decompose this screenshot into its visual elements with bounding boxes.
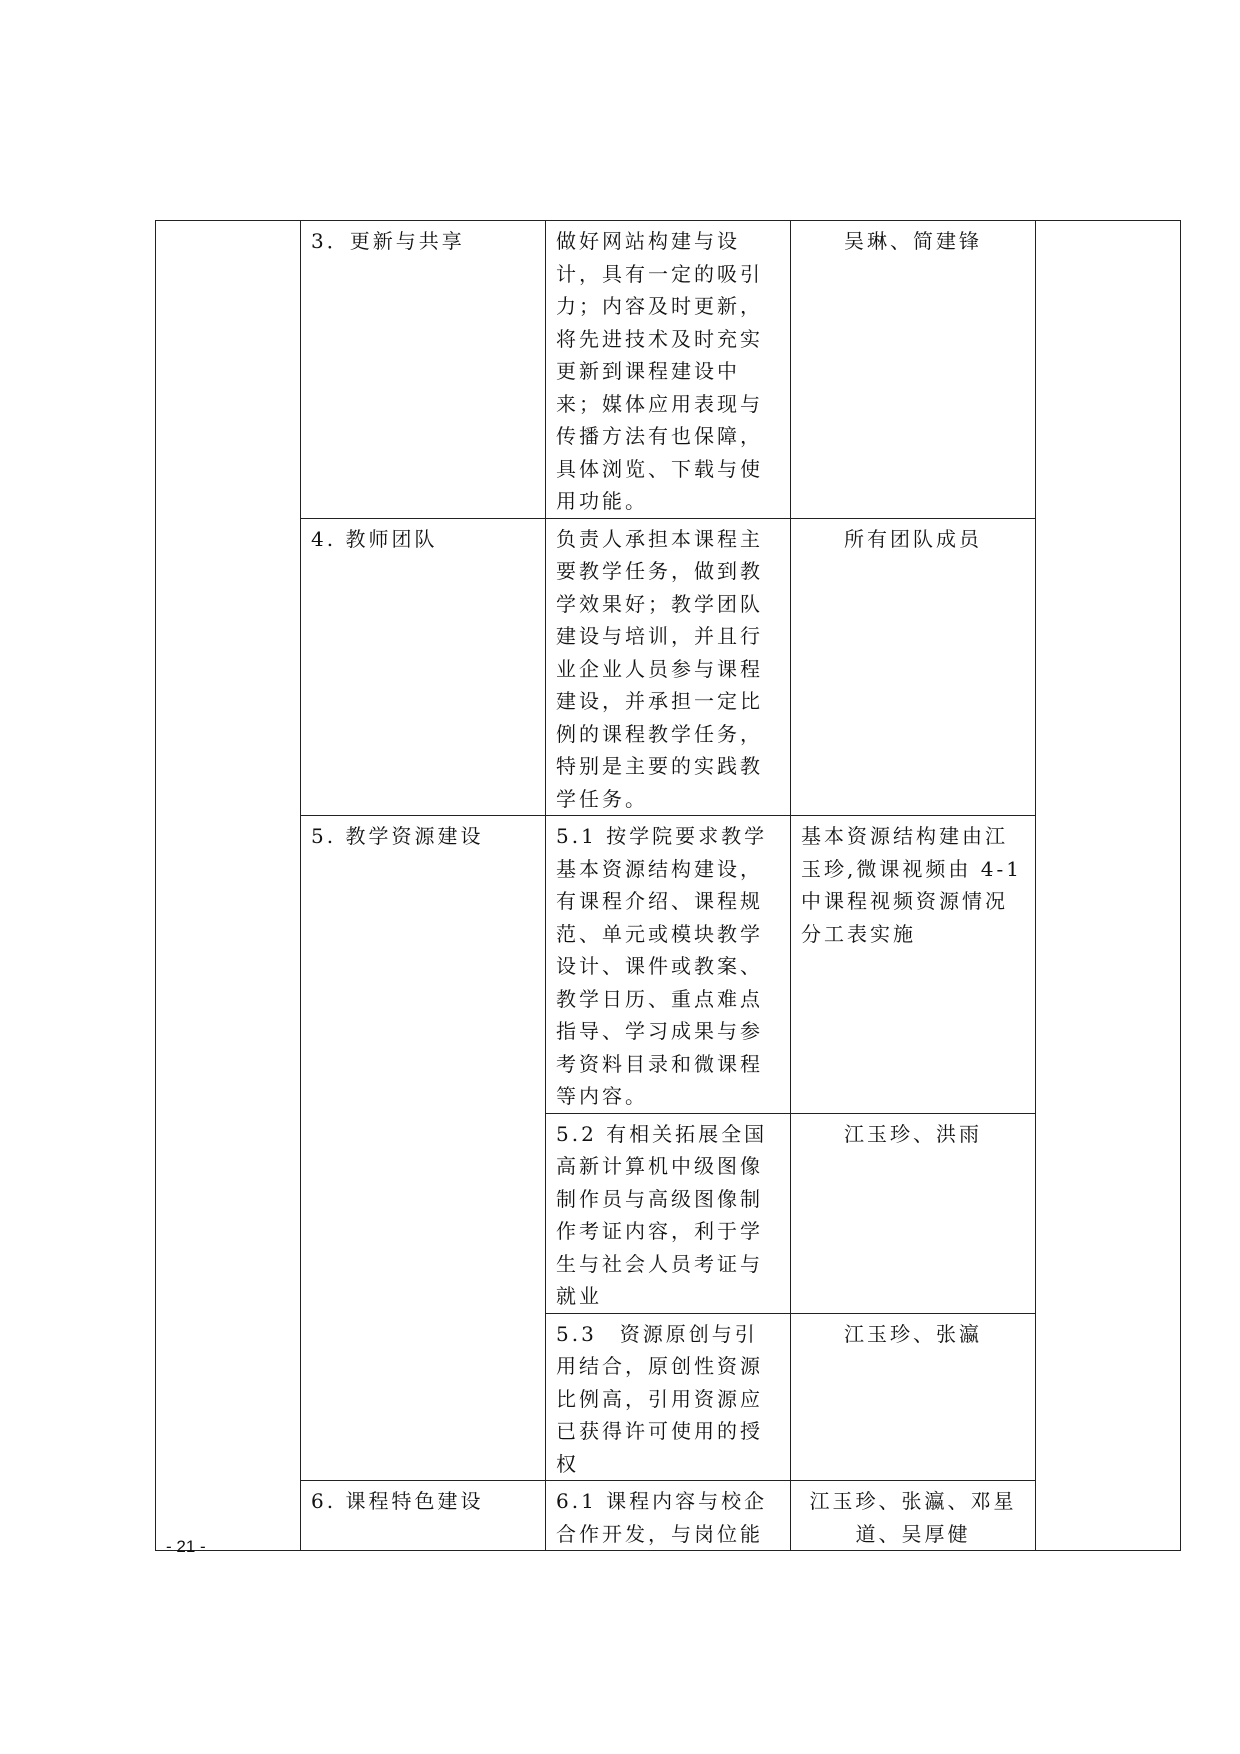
right-margin-cell <box>1036 221 1181 1551</box>
item-cell: 6. 课程特色建设 <box>301 1481 546 1551</box>
owner-cell: 基本资源结构建由江玉珍,微课视频由 4-1 中课程视频资源情况分工表实施 <box>791 816 1036 1114</box>
page-number: - 21 - <box>166 1537 206 1556</box>
requirement-cell: 做好网站构建与设计，具有一定的吸引力；内容及时更新，将先进技术及时充实更新到课程建设中来；媒体应用表现与传播方法有也保障，具体浏览、下载与使用功能。 <box>546 221 791 519</box>
owner-cell <box>791 518 1036 816</box>
table-row <box>156 816 1181 1114</box>
owner-text: 所有团队成员 <box>844 526 982 551</box>
owner-text: 吴琳、简建锋 <box>844 229 982 253</box>
owner-cell <box>791 1313 1036 1481</box>
requirement-cell: 5.3 资源原创与引用结合，原创性资源比例高，引用资源应已获得许可使用的授权 <box>546 1313 791 1481</box>
requirement-cell: 负责人承担本课程主要教学任务，做到教学效果好；教学团队建设与培训，并且行业企业人员参与课程建设，并承担一定比例的课程教学任务，特别是主要的实践教学任务。 <box>546 518 791 816</box>
requirement-cell: 5.2 有相关拓展全国高新计算机中级图像制作员与高级图像制作考证内容，利于学生与社会人员考证与就业 <box>546 1113 791 1313</box>
table-row <box>156 1481 1181 1551</box>
owner-cell <box>791 1481 1036 1551</box>
table-row <box>156 518 1181 816</box>
item-cell: 5. 教学资源建设 <box>301 816 546 1481</box>
requirement-cell: 5.1 按学院要求教学基本资源结构建设，有课程介绍、课程规范、单元或模块教学设计、课件或教案、教学日历、重点难点指导、学习成果与参考资料目录和微课程等内容。 <box>546 816 791 1114</box>
item-cell: 4. 教师团队 <box>301 518 546 816</box>
owner-text: 江玉珍、张瀛、邓星道、吴厚健 <box>809 1489 1017 1546</box>
item-cell: 3．更新与共享 <box>301 221 546 519</box>
owner-cell <box>791 221 1036 519</box>
work-assignment-table <box>155 220 1181 1551</box>
owner-text: 江玉珍、张瀛 <box>844 1321 982 1346</box>
table-row <box>156 221 1181 519</box>
left-margin-cell <box>156 221 301 1551</box>
owner-text: 江玉珍、洪雨 <box>844 1121 982 1146</box>
requirement-cell: 6.1 课程内容与校企合作开发，与岗位能 <box>546 1481 791 1551</box>
owner-cell <box>791 1113 1036 1313</box>
